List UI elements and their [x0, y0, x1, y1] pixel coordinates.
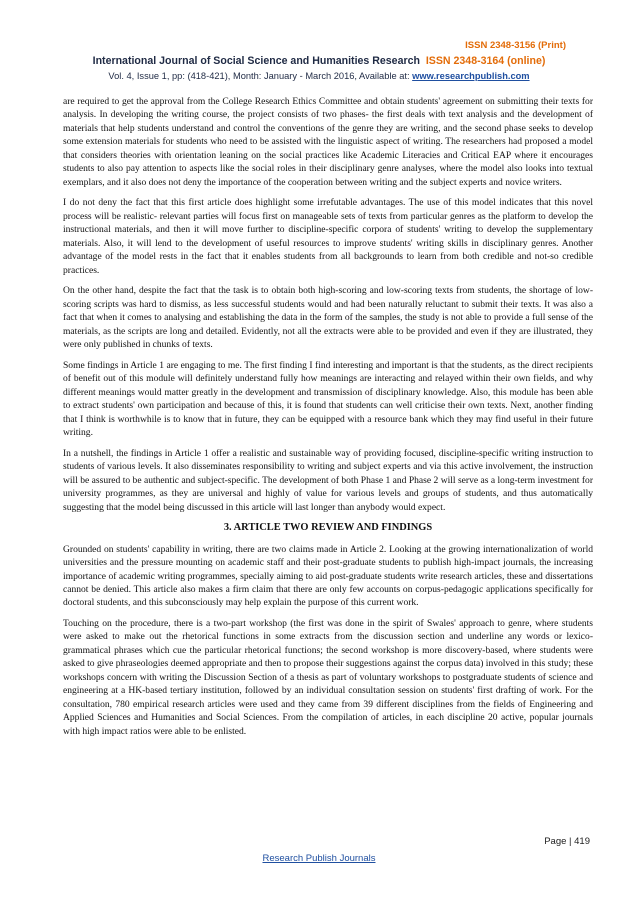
- issn-print: ISSN 2348-3156 (Print): [465, 40, 566, 51]
- paragraph: In a nutshell, the findings in Article 1 offer a realistic and sustainable way of providing focused, discipline-specific writing instruction to students of various levels. It also disseminates responsibility to writing and subject experts and via this active involvement, the instruction will be assured to be authentic and subject-specific. The development of both Phase 1 and Phase 2 will serve as a long-term investment for university programmes, as they are universal and highly of value for various levels and groups of students, and thus automatically suggesting that the model being discussed in this article will last longer than anybody would expect.: [63, 447, 593, 513]
- paragraph: Some findings in Article 1 are engaging to me. The first finding I find interesting and important is that the students, as the direct recipients of benefit out of this module will definitely understand fully how meanings are interacting and relayed within their own fields, and why different meanings would matter greatly in the development and transmission of disciplinary knowledge. Also, this module has been able to extract students' own participation and because of this, it is found that students can well criticise their own texts. Next, another finding that I think is worthwhile is to know that in future, they can be equipped with a resource bank which they may find useful in their future writing.: [63, 359, 593, 439]
- volume-info-line: [0, 71, 638, 81]
- publisher-link[interactable]: Research Publish Journals: [262, 853, 376, 864]
- journal-title: International Journal of Social Science and Humanities Research: [92, 55, 420, 67]
- volume-info: Vol. 4, Issue 1, pp: (418-421), Month: January - March 2016, Available at:: [108, 71, 413, 81]
- issn-online: ISSN 2348-3164 (online): [425, 55, 546, 67]
- journal-title-line: [0, 55, 638, 67]
- paragraph: Touching on the procedure, there is a two-part workshop (the first was done in the spirit of Swales' approach to genre, where students were asked to make out the rhetorical functions in some extracts from the discussion section and underline any words or lexico-grammatical phrases which cue the particular rhetorical functions; the second workshop is more discovery-based, where students were asked to give phraseologies deemed appropriate and then to propose their suggestions against the corpus data) involved in this study; these workshops concern with writing the Discussion Section of a thesis as part of voluntary workshops to postgraduate students of science and engineering at a HK-based tertiary institution, followed by an individual consultation session on students' first drafting of work. For the consultation, 780 empirical research articles were used and they came from 39 different disciplines from the fields of Engineering and Applied Sciences and Humanities and Social Sciences. From the compilation of articles, in each discipline 20 active, popular journals with high impact ratios were able to be enlisted.: [63, 617, 593, 737]
- website-link[interactable]: www.researchpublish.com: [412, 71, 530, 81]
- paragraph: On the other hand, despite the fact that the task is to obtain both high-scoring and low-scoring texts from students, the shortage of low-scoring scripts was hard to dismiss, as less successful students would and had been naturally reluctant to submit their texts. It was also a fact that when it comes to analysing and establishing the data in the form of the samples, the study is not able to provide a full sense of the materials, as the scripts are long and detailed. Evidently, not all the extracts were able to be provided and even if they are illustrated, they were only published in chunks of texts.: [63, 285, 593, 351]
- paragraph: Grounded on students' capability in writing, there are two claims made in Article 2. Looking at the growing internationalization of world universities and the pressure mounting on academic staff and their post-graduate students to publish high-impact journals, the increasing importance of academic writing programmes, specially aiming to aid post-graduate students write research articles, these and dissertations cannot be denied. This article also makes a firm claim that there are only few accounts on corpus-pedagogic applications specifically for doctoral students, and this subconsciously may help explain the purpose of this current work.: [63, 543, 593, 609]
- article-body: [63, 95, 593, 745]
- paragraph: are required to get the approval from the College Research Ethics Committee and obtain students' agreement on submitting their texts for analysis. In developing the writing course, the project consists of two phases- the first deals with text analysis and the development of materials that help students understand and control the conventions of the genre they are writing, and the second phase seeks to develop some extension materials for students who need to be assisted with the linguistic aspect of writing. The researchers had proposed a model that considers theories with orientation leaning on the social practices like Academic Literacies and Critical EAP where it encourages students to also pay attention to aspects like the social roles in their disciplinary genre analyses, where the model also looks into textual exemplars, and it also does not deny the importance of the cooperation between writing and the subject experts and novice writers.: [63, 96, 593, 188]
- section-heading: 3. ARTICLE TWO REVIEW AND FINDINGS: [223, 522, 433, 534]
- page-number: Page | 419: [544, 836, 590, 847]
- paragraph: I do not deny the fact that this first article does highlight some irrefutable advantages. The use of this model indicates that this novel process will be realistic- relevant parties will focus first on manageable sets of texts from particular genres as the platform to develop the instructional materials, and then it will move further to discipline-specific corpora of students' writing to develop the supplementary materials. Also, it will lend to the development of useful resources to improve students' writing skills in disciplinary genres. Another advantage of the model rests in the fact that it enables students from all backgrounds to learn from both credible and not-so credible practices.: [63, 197, 593, 276]
